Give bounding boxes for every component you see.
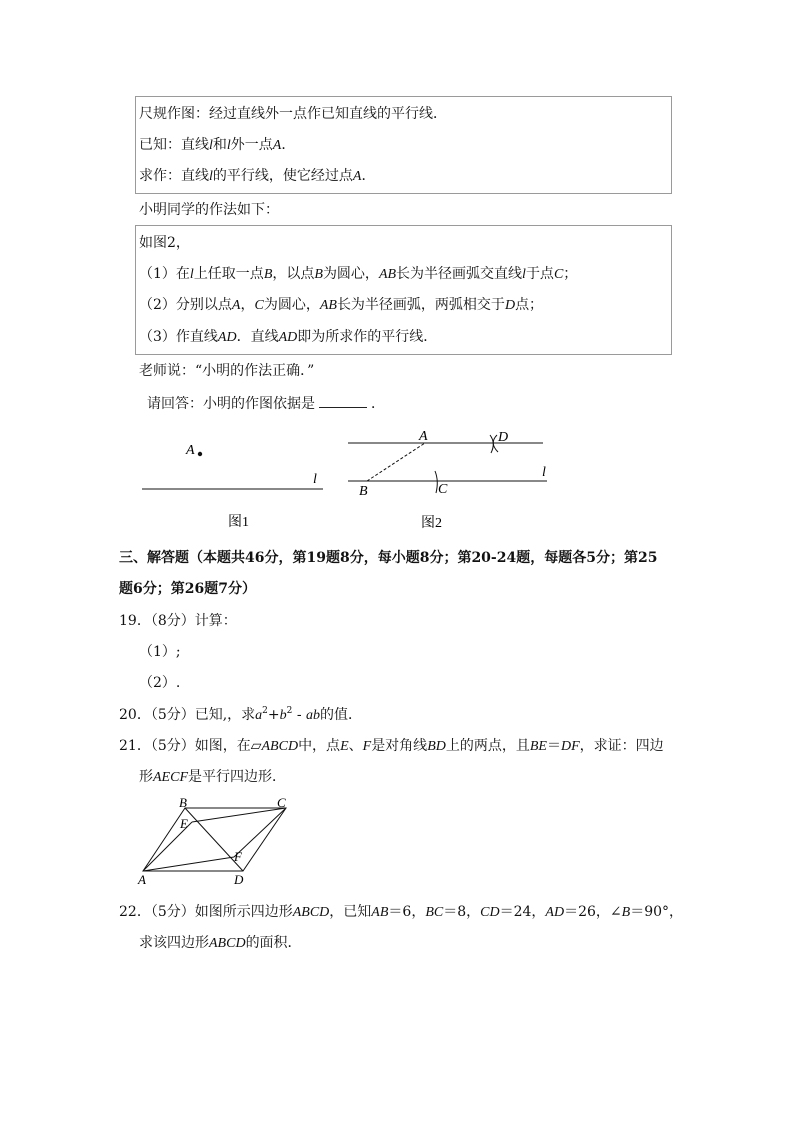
fig3-label-f: F (234, 849, 242, 864)
fig2-label-b: B (359, 484, 368, 499)
answer-prompt: 请回答：小明的作图依据是 ． (147, 396, 385, 412)
box2-line1: 如图2， (139, 235, 190, 251)
fig1-point-a (198, 452, 202, 456)
fig1-caption: 图1 (228, 515, 249, 530)
box2-step1: （1）在l上任取一点B，以点B为圆心，AB长为半径画弧交直线l于点C； (139, 266, 578, 282)
box2-step2: （2）分别以点A，C为圆心，AB长为半径画弧，两弧相交于D点； (139, 297, 544, 313)
q21-line2: 形AECF是平行四边形． (139, 769, 286, 785)
answer-blank[interactable] (319, 395, 367, 408)
segment-ec (192, 808, 286, 822)
box1-line2: 已知：直线l和l外一点A． (139, 137, 296, 153)
fig2-label-l: l (542, 465, 546, 480)
fig3-label-d: D (234, 872, 244, 887)
q19-part1: （1）; (139, 644, 181, 660)
fig1-label-l: l (313, 472, 317, 487)
fig2-label-a: A (419, 429, 428, 444)
fig3-label-c: C (277, 795, 286, 810)
fig2-label-d: D (498, 430, 509, 445)
q20: 20．（5分）已知,，求$a^2+b^2$ - ab的值． (119, 706, 363, 723)
fig1-label-a: A (186, 443, 195, 458)
fig2-dashed-ab (367, 443, 425, 481)
box2-step3: （3）作直线AD．直线AD即为所求作的平行线． (139, 329, 438, 345)
figure-1 (130, 430, 340, 540)
q21-line1: 21．（5分）如图，在▱ABCD中，点E、F是对角线BD上的两点，且BE＝DF，求证：四边 (119, 738, 664, 754)
figure-2 (340, 425, 555, 535)
fig3-label-b: B (179, 795, 187, 810)
box1-line1: 尺规作图：经过直线外一点作已知直线的平行线． (139, 106, 447, 122)
figure-parallelogram (130, 795, 300, 890)
fig2-label-c: C (438, 482, 448, 497)
q19-part2: （2）. (139, 675, 181, 691)
section3-title-line1: 三、解答题（本题共46分，第19题8分，每小题8分；第20-24题，每题各5分；第25 (119, 550, 658, 566)
fig2-arc-d1 (490, 435, 493, 453)
q19-head: 19．（8分）计算： (119, 613, 237, 629)
fig3-label-a: A (138, 872, 146, 887)
q22-line2: 求该四边形ABCD的面积． (139, 935, 302, 951)
intro-text: 小明同学的作法如下： (139, 202, 279, 218)
segment-af (143, 857, 234, 871)
section3-title-line2: 题6分；第26题7分） (119, 581, 256, 597)
box1-line3: 求作：直线l的平行线，使它经过点A． (139, 168, 376, 184)
fig2-caption: 图2 (421, 516, 442, 531)
fig2-arc-c (435, 471, 437, 493)
q22-line1: 22．（5分）如图所示四边形ABCD，已知AB＝6，BC＝8，CD＝24，AD＝26，∠B＝90°， (119, 904, 684, 920)
teacher-comment: 老师说：“小明的作法正确．” (139, 363, 315, 379)
fig3-label-e: E (180, 816, 188, 831)
